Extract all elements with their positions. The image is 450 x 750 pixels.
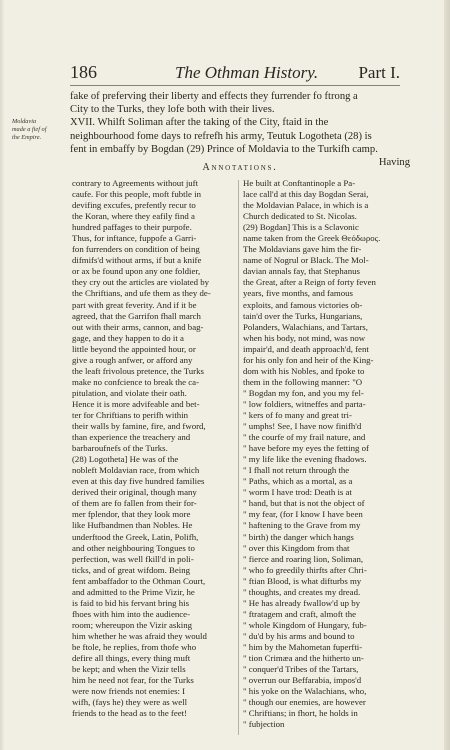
annotation-line: nobleft Moldavian race, from which (72, 465, 200, 476)
annotation-line: exploits, and famous victories ob- (243, 299, 363, 310)
annotation-line: " I fhall not return through the (243, 465, 350, 476)
page-number: 186 (70, 62, 97, 82)
header-rule (70, 85, 400, 86)
annotation-line: " tion Crimæa and the hitherto un- (243, 653, 364, 664)
annotation-line: devifing excufes, prefently recur to (72, 200, 196, 211)
annotation-line: " ftratagem and craft, almoft the (243, 608, 357, 619)
annotations-left-column (72, 178, 232, 719)
annotation-line: " worm I have trod: Death is at (243, 487, 352, 498)
annotation-line: tain'd over the Turks, Hungarians, (243, 310, 363, 321)
page-edge (444, 0, 450, 750)
margin-note (12, 118, 68, 141)
annotation-line: is faid to bid his fervant bring his (72, 597, 190, 608)
annotation-line: when his body, not mind, was now (243, 332, 366, 343)
annotation-line: " though our enemies, are however (243, 697, 366, 708)
annotation-line: contrary to Agreements without juft (72, 178, 199, 188)
annotation-line: impair'd, and death approach'd, fent (243, 343, 369, 354)
annotation-line: gage, and they happen to do it a (72, 332, 184, 343)
annotation-line: be kept; and when the Vizir tells (72, 664, 186, 675)
annotation-line: make no confcience to break the ca- (72, 376, 199, 387)
annotation-line: " Bogdan my fon, and you my fel- (243, 387, 364, 398)
annotation-line: (28) Logotheta] He was of the (72, 454, 179, 465)
running-title: The Othman History. (175, 63, 319, 82)
annotation-line: " ftian Blood, is what difturbs my (243, 575, 362, 586)
running-header (70, 62, 400, 84)
annotation-line: " kers of fo many and great tri- (243, 409, 352, 420)
annotation-line: agreed, that the Garrifon fhall march (72, 310, 201, 321)
annotation-line: " birth) the danger which hangs (243, 531, 354, 542)
main-text-line: fent in embaffy by Bogdan (29) Prince of Moldavia to the Turkifh camp. (70, 143, 378, 155)
annotation-line: " him by the Mahometan fuperfti- (243, 641, 363, 652)
page-gutter-shadow (0, 0, 4, 750)
annotations-right-column (243, 178, 403, 730)
annotation-line: the leaft frivolous pretence, the Turks (72, 365, 204, 376)
annotation-line: of them are fo fallen from their for- (72, 498, 197, 509)
annotation-line: " his yoke on the Walachians, who, (243, 686, 367, 697)
annotation-line: little beyond the appointed hour, or (72, 343, 196, 354)
annotation-line: hundred paffages to their purpofe. (72, 222, 192, 233)
annotation-line: " whole Kingdom of Hungary, fub- (243, 619, 367, 630)
margin-note-line: Moldavia (12, 118, 37, 125)
annotation-line: name taken from the Greek Θεόδωρος. (243, 233, 381, 244)
annotation-line: be ftole, he replies, from thofe who (72, 641, 197, 652)
annotation-line: " He has already fwallow'd up by (243, 597, 361, 608)
annotation-line: " over this Kingdom from that (243, 542, 350, 553)
main-text (70, 90, 410, 169)
annotation-line: ticks, and of great wifdom. Being (72, 564, 190, 575)
annotation-line: " Chriftians; in fhort, he holds in (243, 708, 358, 719)
annotation-line: part with great feverity. And if it be (72, 299, 197, 310)
main-text-line: XVII. Whilft Soliman after the taking of the City, ftaid in the (70, 117, 329, 129)
annotation-line: The Moldavians gave him the fir- (243, 244, 362, 255)
annotation-line: out with their arms, cannon, and bag- (72, 321, 204, 332)
annotation-line: (29) Bogdan] This is a Sclavonic (243, 222, 359, 233)
annotation-line: underftood the Greek, Latin, Polifh, (72, 531, 199, 542)
annotation-line: " my life like the evening fhadows. (243, 454, 367, 465)
annotation-line: give a rough anfwer, or afford any (72, 354, 193, 365)
margin-note-line: made a fief of (12, 125, 47, 133)
annotation-line: the Koran, where they eafily find a (72, 211, 195, 222)
part-label: Part I. (358, 63, 400, 82)
main-text-line: neighbourhood fome days to refrefh his army, Teutuk Logotheta (28) is (70, 130, 372, 142)
annotation-line: barbaroufnefs of the Turks. (72, 443, 168, 454)
catchword: Having (378, 157, 410, 169)
main-text-line: fake of preferving their liberty and effects they furrender fo ftrong a (70, 91, 358, 102)
annotation-line: perfection, was well fkill'd in poli- (72, 553, 194, 564)
annotation-line: " Paths, which as a mortal, as a (243, 476, 353, 487)
annotation-line: " haftening to the Grave from my (243, 520, 361, 531)
annotation-line: defire all things, every thing muft (72, 653, 191, 664)
annotation-line: friends to the head as to the feet! (72, 708, 188, 719)
annotation-line: " fubjection (243, 719, 285, 730)
annotation-line: ter for Chriftians to perifh within (72, 409, 189, 420)
annotation-line: caufe. For this people, moft fubtle in (72, 189, 201, 200)
margin-note-line: the Empire. (12, 133, 42, 141)
annotation-line: years, five months, and famous (243, 288, 353, 299)
annotation-line: like Hufbandmen than Nobles. He (72, 520, 193, 531)
annotation-line: " low foldiers, witneffes and parta- (243, 398, 366, 409)
annotation-line: " have before my eyes the fetting of (243, 443, 369, 454)
annotation-line: davian annals fay, that Stephanus (243, 266, 360, 277)
annotation-line: the Chriftians, and ufe them as they de- (72, 288, 211, 299)
annotation-line: and admitted to the Prime Vizir, he (72, 586, 195, 597)
annotation-line: the Moldavian Palace, in which is a (243, 200, 369, 211)
annotation-line: " du'd by his arms and bound to (243, 630, 355, 641)
annotation-line: for his only fon and heir of the King- (243, 354, 374, 365)
annotation-line: they cry out the articles are violated by (72, 277, 210, 288)
annotation-line: pitulation, and violate their oath. (72, 387, 187, 398)
annotation-line: than experience the treachery and (72, 432, 191, 443)
annotation-line: fent ambaffador to the Othman Court, (72, 575, 206, 586)
annotation-line: He built at Conftantinople a Pa- (243, 178, 356, 188)
annotation-line: dom with his Nobles, and fpoke to (243, 365, 365, 376)
annotation-line: derived their original, though many (72, 487, 197, 498)
annotation-line: the Great, after a Reign of forty feven (243, 277, 376, 288)
annotations-heading: Annotations. (202, 162, 278, 173)
annotation-line: " hand, but that is not the object of (243, 498, 365, 509)
annotation-line: " the courfe of my frail nature, and (243, 432, 366, 443)
annotation-line: " umphs! See, I have now finifh'd (243, 421, 362, 432)
annotation-line: " overrun our Beffarabia, impos'd (243, 675, 362, 686)
annotation-line: Hence it is more advifeable and bet- (72, 398, 200, 409)
annotation-line: Church dedicated to St. Nicolas. (243, 211, 357, 222)
annotation-line: difmifs'd without arms, if but a knife (72, 255, 202, 266)
annotation-line: were now friends not enemies: I (72, 686, 186, 697)
annotation-line: even at this day five hundred families (72, 476, 205, 487)
annotation-line: him whether he was afraid they would (72, 630, 207, 641)
annotation-line: " who fo greedily thirfts after Chri- (243, 564, 367, 575)
annotation-line: them in the following manner: "O (243, 376, 363, 387)
annotation-line: " fierce and roaring lion, Soliman, (243, 553, 364, 564)
annotation-line: him he need not fear, for the Turks (72, 675, 194, 686)
annotation-line: " thoughts, and creates my dread. (243, 586, 361, 597)
annotation-line: " conquer'd Tribes of the Tartars, (243, 664, 359, 675)
annotation-line: room; whereupon the Vizir asking (72, 619, 192, 630)
column-divider (238, 180, 239, 735)
annotation-line: name of Nogrul or Black. The Mol- (243, 255, 369, 266)
annotation-line: lace call'd at this day Bogdan Serai, (243, 189, 369, 200)
annotation-line: " my fear, (for I know I have been (243, 509, 363, 520)
main-text-line: City to the Turks, they lofe both with their lives. (70, 104, 275, 116)
annotation-line: and other neighbouring Tongues to (72, 542, 195, 553)
annotation-line: Polanders, Walachians, and Tartars, (243, 321, 368, 332)
annotation-line: wifh, (fays he) they were as well (72, 697, 188, 708)
annotation-line: or ax be found upon any one foldier, (72, 266, 201, 277)
annotation-line: their walls by famine, fire, and fword, (72, 421, 206, 432)
annotation-line: fon furrenders on condition of being (72, 244, 200, 255)
annotation-line: mer fplendor, that they look more (72, 509, 191, 520)
annotation-line: Thus, for inftance, fuppofe a Garri- (72, 233, 197, 244)
annotation-line: fhoes with him into the audience- (72, 608, 190, 619)
